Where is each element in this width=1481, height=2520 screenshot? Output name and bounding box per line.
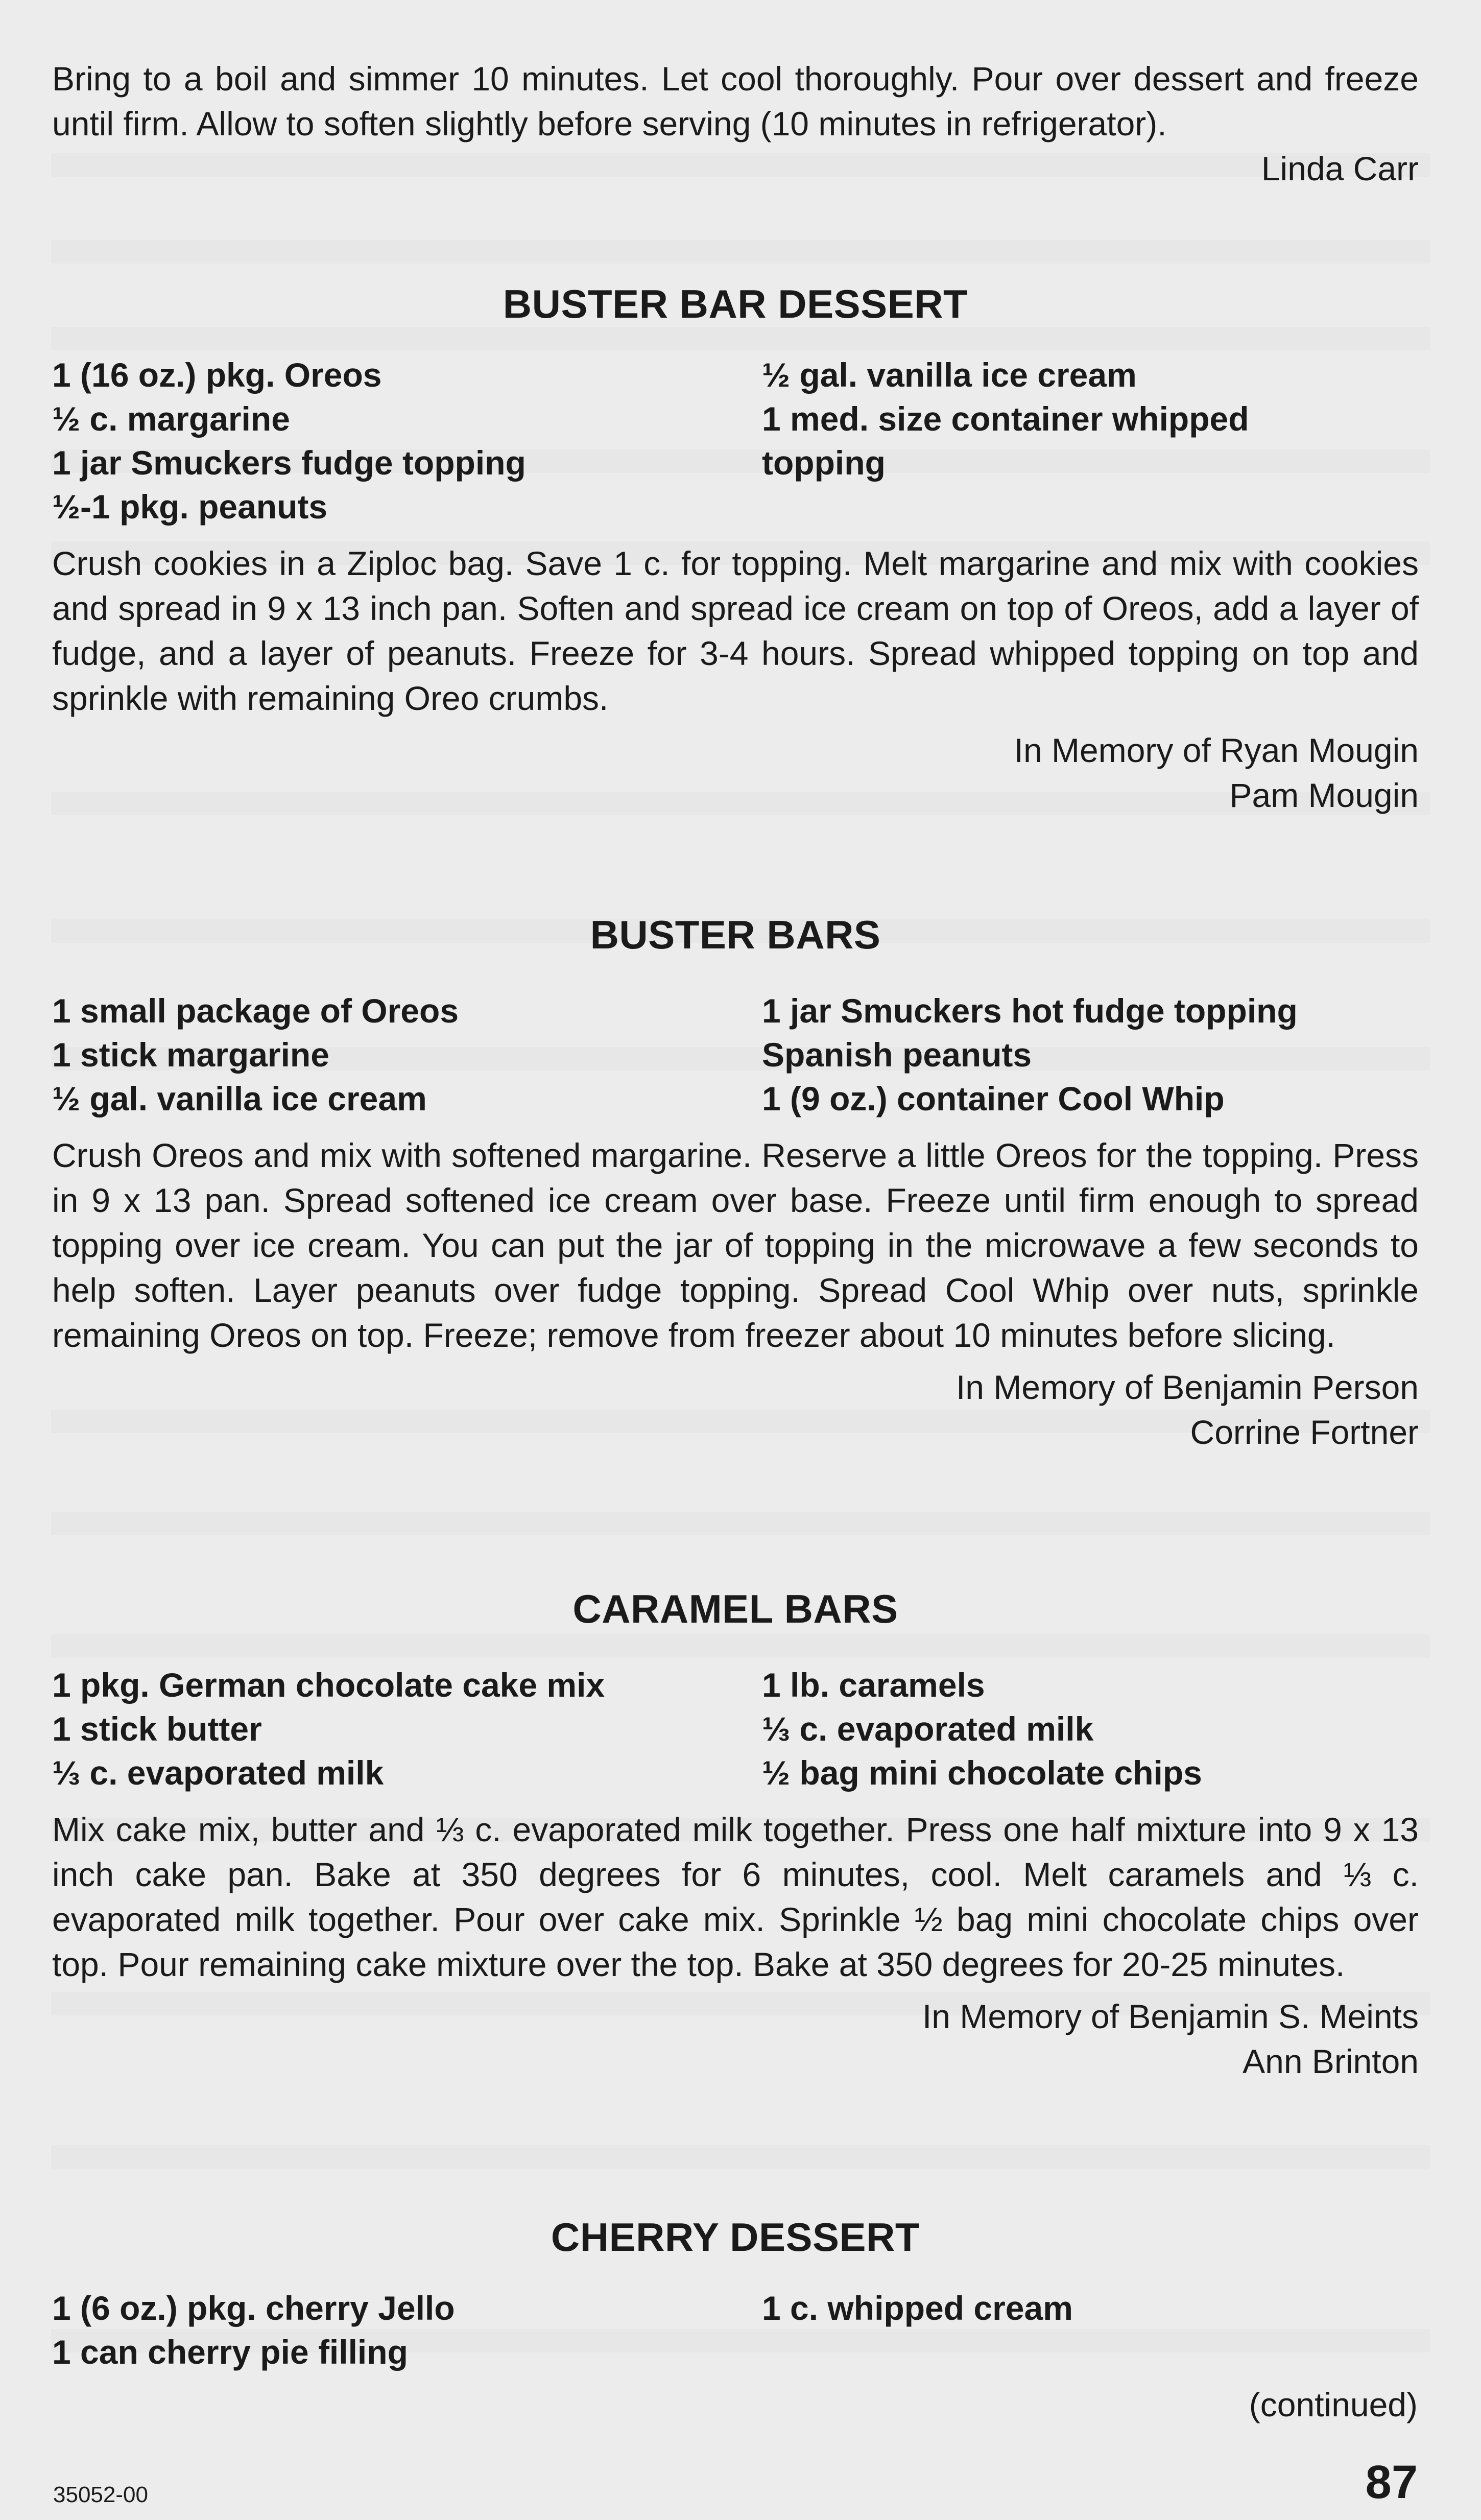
ingredient: ½ gal. vanilla ice cream xyxy=(762,356,1137,394)
contributor: Pam Mougin xyxy=(1229,776,1419,814)
continued-note: (continued) xyxy=(1249,2386,1418,2423)
ingredient: 1 stick butter xyxy=(52,1710,262,1748)
recipe-cherry-dessert xyxy=(52,2214,1419,2374)
ingredient: 1 (6 oz.) pkg. cherry Jello xyxy=(52,2289,455,2327)
page-number: 87 xyxy=(1365,2456,1418,2508)
ingredient: 1 pkg. German chocolate cake mix xyxy=(52,1666,605,1704)
ingredients xyxy=(52,1663,1419,1795)
ingredient: 1 lb. caramels xyxy=(762,1666,985,1704)
recipe-title: BUSTER BAR DESSERT xyxy=(503,281,968,326)
ingredient: 1 stick margarine xyxy=(52,1036,329,1074)
ingredient: 1 (16 oz.) pkg. Oreos xyxy=(52,356,382,394)
ingredient: ½ c. margarine xyxy=(52,400,290,438)
ingredient: 1 c. whipped cream xyxy=(762,2289,1073,2327)
ingredients xyxy=(52,989,1419,1121)
ingredient: 1 (9 oz.) container Cool Whip xyxy=(762,1080,1225,1118)
memory-line: In Memory of Benjamin Person xyxy=(956,1368,1419,1406)
recipe-directions: Crush Oreos and mix with softened margarine. Reserve a little Oreos for the topping. Press in 9 x 13 pan. Spread softened ice cream over base. Freeze until firm enough to spread topping over ice cream. You can put the jar of topping in the microwave a few seconds to help soften. Layer peanuts over fudge topping. Spread Cool Whip over nuts, sprinkle remaining Oreos on top. Freeze; remove from freezer about 10 minutes before slicing. xyxy=(52,1136,1419,1354)
ingredient: ½-1 pkg. peanuts xyxy=(52,488,328,526)
recipe-title: CARAMEL BARS xyxy=(572,1586,898,1631)
contributor: Corrine Fortner xyxy=(1190,1413,1419,1451)
ingredient: ½ gal. vanilla ice cream xyxy=(52,1080,427,1118)
memory-line: In Memory of Ryan Mougin xyxy=(1014,731,1419,769)
ingredient: 1 jar Smuckers hot fudge topping xyxy=(762,992,1298,1030)
recipe-directions: Crush cookies in a Ziploc bag. Save 1 c. for topping. Melt margarine and mix with cookies and spread in 9 x 13 inch pan. Soften and spread ice cream on top of Oreos, add a layer of fudge, and a layer of peanuts. Freeze for 3-4 hours. Spread whipped topping on top and sprinkle with remaining Oreo crumbs. xyxy=(52,544,1419,717)
recipe-buster-bars xyxy=(52,912,1419,1455)
ingredient: ½ bag mini chocolate chips xyxy=(762,1754,1202,1792)
intro-section xyxy=(52,56,1419,191)
recipe-caramel-bars xyxy=(52,1586,1419,2084)
recipe-title: CHERRY DESSERT xyxy=(551,2215,920,2260)
ingredient: topping xyxy=(762,444,886,482)
footer-code: 35052-00 xyxy=(53,2482,148,2507)
recipe-title: BUSTER BARS xyxy=(590,912,881,957)
ingredient: 1 small package of Oreos xyxy=(52,992,459,1030)
contributor: Ann Brinton xyxy=(1243,2042,1419,2080)
ingredient: ⅓ c. evaporated milk xyxy=(762,1710,1094,1748)
ingredients xyxy=(52,353,1419,529)
ingredient: ⅓ c. evaporated milk xyxy=(52,1754,384,1792)
recipe-buster-bar-dessert xyxy=(52,281,1419,818)
ingredient: 1 jar Smuckers fudge topping xyxy=(52,444,526,482)
intro-text: Bring to a boil and simmer 10 minutes. Let cool thoroughly. Pour over dessert and freeze until firm. Allow to soften slightly before serving (10 minutes in refrigerator). xyxy=(52,60,1419,142)
ingredients xyxy=(52,2286,1419,2374)
memory-line: In Memory of Benjamin S. Meints xyxy=(922,1998,1419,2035)
ingredient: 1 med. size container whipped xyxy=(762,400,1249,438)
ingredient: 1 can cherry pie filling xyxy=(52,2333,408,2371)
recipe-directions: Mix cake mix, butter and ⅓ c. evaporated milk together. Press one half mixture into 9 x 13 inch cake pan. Bake at 350 degrees for 6 minutes, cool. Melt caramels and ⅓ c. evaporated milk together. Pour over cake mix. Sprinkle ½ bag mini chocolate chips over top. Pour remaining cake mixture over the top. Bake at 350 degrees for 20-25 minutes. xyxy=(52,1811,1419,1983)
ingredient: Spanish peanuts xyxy=(762,1036,1032,1074)
intro-contributor: Linda Carr xyxy=(1261,150,1419,187)
